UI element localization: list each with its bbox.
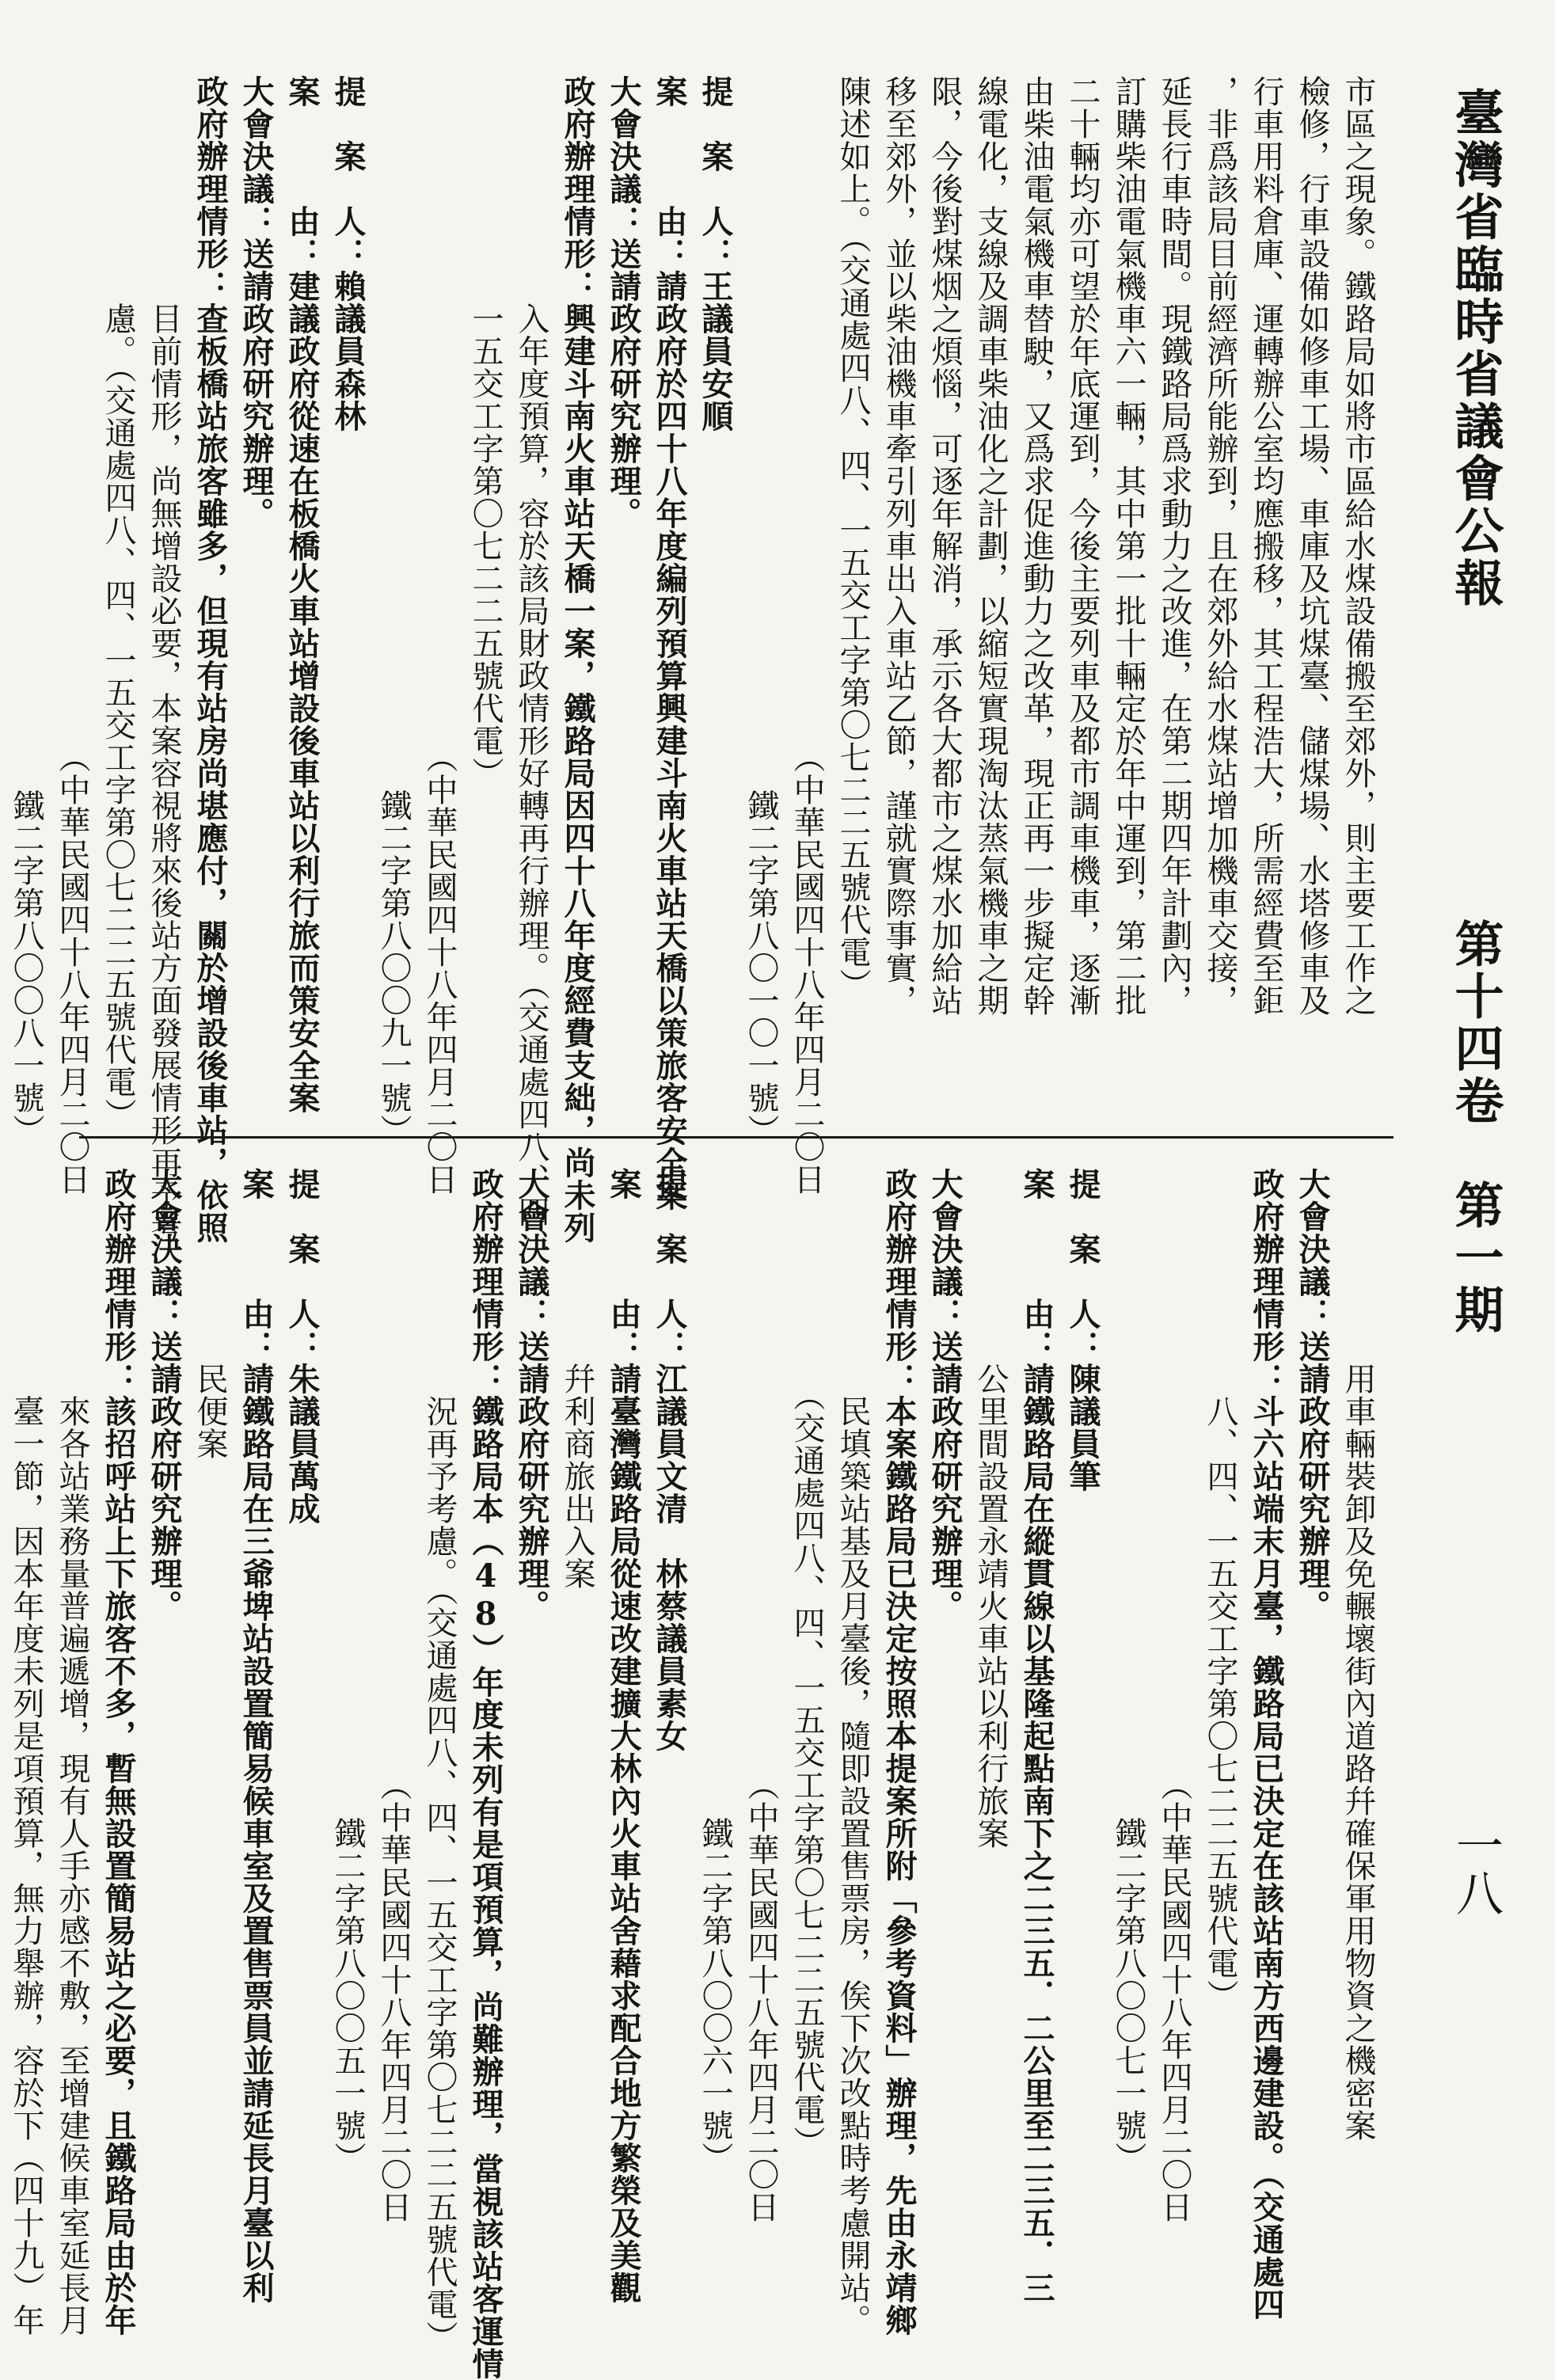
text-column: 訂購柴油電氣機車六一輛，其中第一批十輛定於年中運到，第二批 [1110, 75, 1146, 1017]
text-column: 大會決議：送請政府研究辦理。 [1294, 1168, 1331, 1622]
text-column: （中華民國四十八年四月二〇日 [743, 1168, 779, 2223]
text-column: 鐵二字第八〇〇六一號） [697, 1168, 733, 2174]
text-column: 鐵二字第八〇〇八一號） [8, 75, 44, 1146]
text-column: 入年度預算，容於該局財政情形好轉再行辦理。（交通處四八、四、 [513, 75, 549, 1260]
text-column: （中華民國四十八年四月二〇日 [375, 1168, 412, 2223]
text-column: （中華民國四十八年四月二〇日 [54, 75, 90, 1196]
text-column: 市區之現象。鐵路局如將市區給水煤設備搬至郊外，則主要工作之 [1340, 75, 1376, 1017]
text-column: 鐵二字第八〇〇五一號） [329, 1168, 366, 2174]
text-column: 鐵二字第八〇〇九一號） [375, 75, 412, 1146]
text-column: 檢修，行車設備如修車工場、車庫及坑煤臺、儲煤場、水塔修車及 [1294, 75, 1330, 1017]
upper-text-block [8, 75, 1381, 1260]
text-column: ，非爲該局目前經濟所能辦到，且在郊外給水煤站增加機車交接， [1202, 75, 1238, 1017]
text-column: 民便案 [192, 1168, 228, 1460]
text-column: （中華民國四十八年四月二〇日 [789, 75, 825, 1196]
text-column: 案 由：請政府於四十八年度編列預算興建斗南火車站天橋以策旅客安全案 [651, 75, 688, 1211]
text-column: 一五交工字第〇七二二五號代電） [467, 75, 504, 789]
text-column: （交通處四八、四、一五交工字第〇七二二五號代電） [789, 1168, 825, 2158]
text-column: 大會決議：送請政府研究辦理。 [605, 75, 642, 530]
text-column: 提 案 人：賴議員森林 [329, 75, 367, 432]
text-column: 二十輛均亦可望於年底運到，今後主要列車及都市調車機車，逐漸 [1064, 75, 1101, 1017]
lower-text-block [8, 1168, 1381, 2380]
text-column [0, 1168, 3, 2197]
gazette-title: 臺灣省臨時省議會公報 [1447, 87, 1504, 610]
text-column: 政府辦理情形：查板橋站旅客雖多，但現有站房尚堪應付，關於增設後車站，依照 [192, 75, 229, 1244]
text-column: 案 由：請鐵路局在三爺埤站設置簡易候車室及置售票員並請延長月臺以利 [238, 1168, 275, 2304]
text-column: 用車輛裝卸及免輾壞街內道路幷確保軍用物資之機密案 [1340, 1168, 1376, 2142]
text-column: 大會決議：送請政府研究辦理。 [238, 75, 275, 530]
text-column: 陳述如上。（交通處四八、四、一五交工字第〇七二二五號代電） [835, 75, 871, 1001]
text-column: 提 案 人：陳議員筆 [1064, 1168, 1101, 1492]
text-column: 案 由：請鐵路局在縱貫線以基隆起點南下之二三五．二公里至二三五．三 [1018, 1168, 1055, 2304]
text-column: 政府辦理情形：興建斗南火車站天橋一案，鐵路局因四十八年度經費支絀，尚未列 [559, 75, 596, 1244]
text-column: 慮。（交通處四八、四、一五交工字第〇七二二五號代電） [100, 75, 136, 1131]
text-column: 目前情形，尚無增設必要，本案容視將來後站方面發展情形再予考 [146, 75, 182, 1244]
text-column: 臺一節，因本年度未列是項預算，無力舉辦，容於下（四十九）年 [8, 1168, 44, 2336]
text-column: 提 案 人：江議員文清 林蔡議員素女 [651, 1168, 688, 1752]
text-column: 案 由：建議政府從速在板橋火車站增設後車站以利行旅而策安全案 [283, 75, 321, 1114]
text-column: 案 由：請臺灣鐵路局從速改建擴大林內火車站舍藉求配合地方繁榮及美觀 [605, 1168, 642, 2304]
text-column: （中華民國四十八年四月二〇日 [421, 75, 458, 1196]
text-column: 大會決議：送請政府研究辦理。 [146, 1168, 183, 1622]
text-column: 政府辦理情形：本案鐵路局已決定按照本提案所附「參考資料」辦理，先由永靖鄉 [880, 1168, 918, 2336]
text-column: 政府辦理情形：斗六站端末月臺，鐵路局已決定在該站南方西邊建設。（交通處四 [1248, 1168, 1285, 2321]
text-column: 鐵二字第八〇一〇一號） [743, 75, 779, 1146]
text-column: 八、四、一五交工字第〇七二二五號代電） [1202, 1168, 1238, 2012]
text-column: 幷利商旅出入案 [559, 1168, 595, 1590]
text-column: 政府辦理情形：該招呼站上下旅客不多，暫無設置簡易站之必要，且鐵路局由於年 [100, 1168, 137, 2336]
text-column: 線電化，支線及調車柴油化之計劃，以縮短實現淘汰蒸氣機車之期 [972, 75, 1009, 1017]
text-column: 公里間設置永靖火車站以利行旅案 [972, 1168, 1009, 1850]
text-column: 提 案 人：王議員安順 [697, 75, 734, 432]
text-column: 大會決議：送請政府研究辦理。 [926, 1168, 964, 1622]
text-column: 行車用料倉庫、運轉辦公室均應搬移，其工程浩大，所需經費至鉅 [1248, 75, 1284, 1017]
text-column: 提 案 人：朱議員萬成 [283, 1168, 321, 1525]
text-column: 大會決議：送請政府研究辦理。 [513, 1168, 550, 1622]
text-column: （中華民國四十八年四月二〇日 [1156, 1168, 1192, 2223]
text-column: 來各站業務量普遍遞增，現有人手亦感不敷，至增建候車室延長月 [54, 1168, 90, 2336]
text-column: 鐵二字第八〇〇七一號） [1110, 1168, 1146, 2174]
page-number: 一八 [1448, 1821, 1504, 1916]
text-column: 民填築站基及月臺後，隨即設置售票房，俟下次改點時考慮開站。 [835, 1168, 871, 2336]
text-column: 況再予考慮。（交通處四八、四、一五交工字第〇七二二五號代電） [421, 1168, 458, 2353]
text-column: 移至郊外，並以柴油機車牽引列車出入車站乙節，謹就實際事實， [880, 75, 917, 1017]
text-column: 延長行車時間。現鐵路局爲求動力之改進，在第二期四年計劃內， [1156, 75, 1192, 1017]
text-column: 由柴油電氣機車替駛，又爲求促進動力之改革，現正再一步擬定幹 [1018, 75, 1055, 1017]
text-column: 政府辦理情形：鐵路局本（48）年度未列有是項預算，尚難辦理，當視該站客運情 [467, 1168, 504, 2380]
section-divider [79, 1136, 1393, 1139]
text-column: 限，今後對煤烟之煩惱，可逐年解消，承示各大都市之煤水加給站 [926, 75, 963, 1017]
volume-issue: 第十四卷 第一期 [1447, 918, 1504, 1336]
